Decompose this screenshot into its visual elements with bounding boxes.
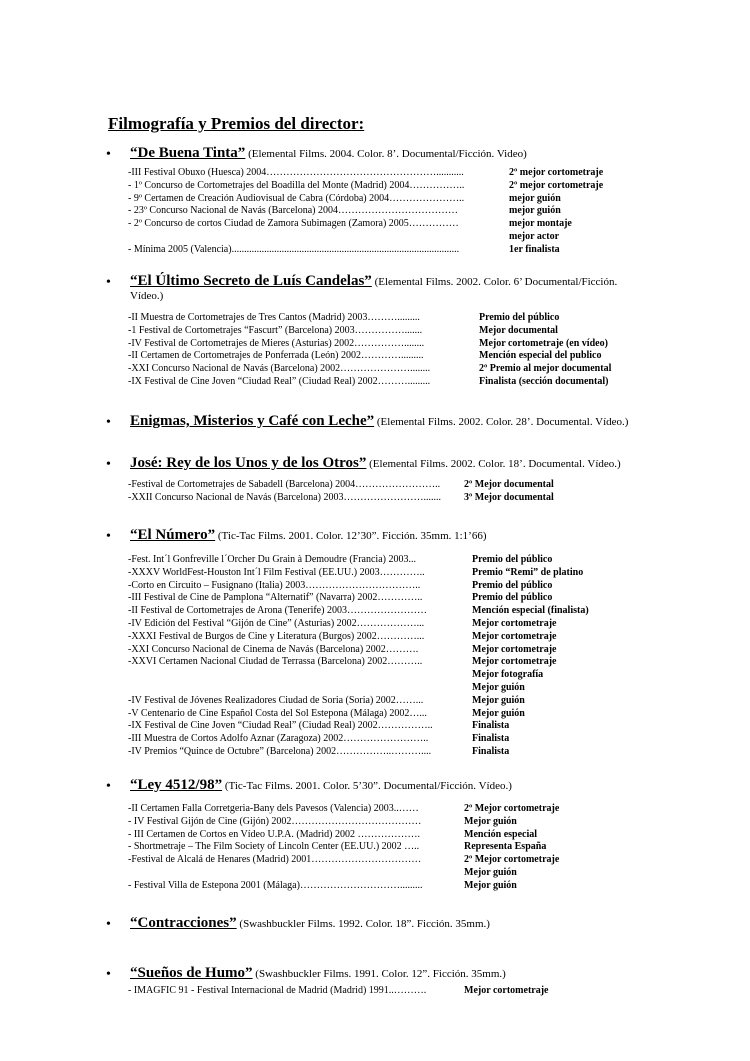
award-row bbox=[128, 879, 648, 892]
film-title: “El Último Secreto de Luís Candelas” bbox=[130, 273, 372, 289]
award-prize: Mejor guión bbox=[472, 682, 525, 693]
award-prize: Premio del público bbox=[472, 554, 553, 565]
award-prize: 2º Premio al mejor documental bbox=[479, 363, 612, 375]
page-heading: Filmografía y Premios del director: bbox=[108, 114, 365, 133]
award-prize: Mejor cortometraje bbox=[472, 643, 557, 655]
bullet-icon: • bbox=[106, 779, 111, 794]
award-prize: Premio del público bbox=[479, 312, 560, 323]
festival-name: -XXII Concurso Nacional de Navás (Barcelona) 2003……………………....... bbox=[128, 491, 441, 503]
festival-name: -XXXV WorldFest-Houston Int´l Film Festival (EE.UU.) 2003………….. bbox=[128, 566, 425, 578]
festival-name: -II Muestra de Cortometrajes de Tres Cantos (Madrid) 2003………......... bbox=[128, 312, 420, 323]
award-prize: Mejor cortometraje bbox=[472, 630, 557, 642]
award-prize: Mejor guión bbox=[472, 707, 525, 719]
festival-name: -II Certamen de Cortometrajes de Ponferrada (León) 2002…………......... bbox=[128, 350, 424, 362]
award-row bbox=[128, 719, 648, 732]
film-details: (Tic-Tac Films. 2001. Color. 5’30”. Documental/Ficción. Vídeo.) bbox=[222, 780, 512, 792]
award-prize: Mejor cortometraje bbox=[472, 618, 557, 629]
award-prize: Premio “Remi” de platino bbox=[472, 566, 584, 578]
festival-name: -Festival de Cortometrajes de Sabadell (Barcelona) 2004…………………….. bbox=[128, 479, 441, 490]
award-prize: Mejor cortometraje bbox=[464, 985, 549, 996]
award-row bbox=[128, 866, 648, 879]
award-row bbox=[128, 566, 648, 579]
award-row bbox=[128, 349, 648, 362]
festival-name: - Shortmetraje – The Film Society of Lincoln Center (EE.UU.) 2002 ….. bbox=[128, 841, 420, 853]
award-prize: Mención especial del publico bbox=[479, 350, 602, 362]
award-prize: Mejor guión bbox=[472, 694, 525, 706]
film-title: “El Número” bbox=[130, 527, 216, 543]
festival-name: -II Certamen Falla Corretgeria-Bany dels Pavesos (Valencia) 2003..…… bbox=[128, 803, 419, 814]
film-title: “Sueños de Humo” bbox=[130, 965, 253, 981]
award-prize: mejor guión bbox=[509, 192, 561, 204]
film-title: “Contracciones” bbox=[130, 915, 237, 931]
festival-name: -IX Festival de Cine Joven “Ciudad Real” (Ciudad Real) 2002………......... bbox=[128, 376, 431, 387]
award-prize: Finalista bbox=[472, 746, 510, 757]
festival-name: -III Festival Obuxo (Huesca) 2004……………………………………………........... bbox=[128, 167, 464, 178]
award-row bbox=[128, 579, 648, 592]
award-row bbox=[128, 853, 648, 866]
bullet-icon: • bbox=[106, 917, 111, 932]
award-prize: mejor guión bbox=[509, 205, 561, 217]
award-row bbox=[128, 179, 648, 192]
award-row bbox=[128, 591, 648, 604]
film-title-line bbox=[130, 528, 650, 543]
award-prize: mejor montaje bbox=[509, 218, 572, 230]
award-prize: Mejor guión bbox=[464, 879, 517, 891]
film-title-line bbox=[130, 414, 650, 429]
award-prize: Mención especial (finalista) bbox=[472, 605, 589, 617]
festival-name: -XXXI Festival de Burgos de Cine y Literatura (Burgos) 2002…………... bbox=[128, 630, 425, 642]
bullet-icon: • bbox=[106, 147, 111, 162]
award-row bbox=[128, 707, 648, 720]
award-prize: Premio del público bbox=[472, 592, 553, 604]
film-title-line bbox=[130, 966, 650, 981]
award-row bbox=[128, 802, 648, 815]
award-prize: Mejor cortometraje (en vídeo) bbox=[479, 337, 608, 349]
award-prize: Mejor guión bbox=[464, 815, 517, 827]
film-title-line bbox=[130, 274, 650, 303]
award-prize: 2º mejor cortometraje bbox=[509, 179, 604, 191]
award-row bbox=[128, 681, 648, 694]
festival-name: -1 Festival de Cortometrajes “Fascurt” (Barcelona) 2003……………....... bbox=[128, 324, 423, 336]
film-details: (Swashbuckler Films. 1991. Color. 12”. Ficción. 35mm.) bbox=[252, 968, 506, 980]
award-prize: Mejor cortometraje bbox=[472, 656, 557, 668]
festival-name: -IX Festival de Cine Joven “Ciudad Real” (Ciudad Real) 2002…………….. bbox=[128, 720, 433, 732]
film-details: (Elemental Films. 2004. Color. 8’. Documental/Ficción. Video) bbox=[245, 148, 527, 160]
award-prize: Finalista (sección documental) bbox=[479, 376, 609, 387]
award-row bbox=[128, 192, 648, 205]
festival-name: - IV Festival Gijón de Cine (Gijón) 2002………………………………… bbox=[128, 815, 422, 827]
festival-name: -III Festival de Cine de Pamplona “Alternatif” (Navarra) 2002………….. bbox=[128, 592, 423, 604]
award-row bbox=[128, 604, 648, 617]
bullet-icon: • bbox=[106, 457, 111, 472]
award-row bbox=[128, 745, 648, 758]
award-row bbox=[128, 643, 648, 656]
festival-name: -XXI Concurso Nacional de Navás (Barcelona) 2002…………………........ bbox=[128, 363, 431, 375]
award-row bbox=[128, 230, 648, 243]
festival-name: - 23º Concurso Nacional de Navás (Barcelona) 2004……………………………… bbox=[128, 205, 458, 217]
award-row bbox=[128, 815, 648, 828]
award-row bbox=[128, 311, 648, 324]
festival-name: -IV Premios “Quince de Octubre” (Barcelona) 2002……………..……….... bbox=[128, 746, 432, 757]
award-prize: Premio del público bbox=[472, 579, 553, 591]
award-prize: Mejor fotografía bbox=[472, 669, 544, 681]
award-prize: 2º Mejor cortometraje bbox=[464, 803, 560, 814]
festival-name: -V Centenario de Cine Español Costa del Sol Estepona (Málaga) 2002…... bbox=[128, 707, 427, 719]
award-row bbox=[128, 337, 648, 350]
award-row bbox=[128, 984, 648, 997]
award-row bbox=[128, 375, 648, 388]
bullet-icon: • bbox=[106, 967, 111, 982]
award-row bbox=[128, 491, 648, 504]
award-prize: Mención especial bbox=[464, 828, 538, 840]
film-title-line bbox=[130, 146, 650, 161]
festival-name: -XXVI Certamen Nacional Ciudad de Terrassa (Barcelona) 2002……….. bbox=[128, 656, 423, 668]
award-row bbox=[128, 630, 648, 643]
film-title: Enigmas, Misterios y Café con Leche” bbox=[130, 413, 375, 429]
festival-name: - IMAGFIC 91 - Festival Internacional de Madrid (Madrid) 1991..………. bbox=[128, 985, 427, 996]
bullet-icon: • bbox=[106, 275, 111, 290]
award-row bbox=[128, 668, 648, 681]
award-row bbox=[128, 217, 648, 230]
film-title: José: Rey de los Unos y de los Otros” bbox=[130, 455, 367, 471]
award-row bbox=[128, 732, 648, 745]
festival-name: - Mínima 2005 (Valencia)........................................................................................... bbox=[128, 243, 460, 255]
award-row bbox=[128, 324, 648, 337]
festival-name: - Festival Villa de Estepona 2001 (Málaga)…………………………......... bbox=[128, 879, 423, 891]
festival-name: -Festival de Alcalá de Henares (Madrid) 2001…………………………… bbox=[128, 854, 422, 866]
film-details: (Elemental Films. 2002. Color. 6’ Documental/Ficción. Vídeo.) bbox=[130, 276, 618, 302]
award-prize: Finalista bbox=[472, 733, 510, 745]
award-row bbox=[128, 166, 648, 179]
award-prize: Mejor guión bbox=[464, 867, 517, 878]
festival-name: -Fest. Int´l Gonfreville l´Orcher Du Grain à Demoudre (Francia) 2003... bbox=[128, 554, 416, 565]
award-row bbox=[128, 243, 648, 256]
film-title-line bbox=[130, 456, 650, 471]
festival-name: - 1º Concurso de Cortometrajes del Boadilla del Monte (Madrid) 2004…………….. bbox=[128, 179, 465, 191]
film-details: (Swashbuckler Films. 1992. Color. 18”. Ficción. 35mm.) bbox=[236, 918, 490, 930]
festival-name: -IV Festival de Cortometrajes de Mieres (Asturias) 2002……………........ bbox=[128, 337, 425, 349]
award-prize: Finalista bbox=[472, 720, 510, 732]
award-prize: 2º Mejor cortometraje bbox=[464, 854, 560, 866]
award-row bbox=[128, 553, 648, 566]
award-prize: Mejor documental bbox=[479, 324, 558, 336]
award-prize: 1er finalista bbox=[509, 243, 560, 255]
award-row bbox=[128, 694, 648, 707]
film-title-line bbox=[130, 778, 650, 793]
festival-name: - III Certamen de Cortos en Vídeo U.P.A. (Madrid) 2002 ………………. bbox=[128, 828, 420, 840]
award-row bbox=[128, 840, 648, 853]
festival-name: -IV Edición del Festival “Gijón de Cine” (Asturias) 2002………………... bbox=[128, 618, 425, 629]
festival-name: -Corto en Circuito – Fusignano (Italia) 2003…………………………….. bbox=[128, 579, 421, 591]
award-prize: 3º Mejor documental bbox=[464, 491, 554, 503]
award-row bbox=[128, 828, 648, 841]
film-details: (Elemental Films. 2002. Color. 18’. Documental. Vídeo.) bbox=[366, 458, 621, 470]
award-prize: mejor actor bbox=[509, 231, 560, 242]
award-row bbox=[128, 617, 648, 630]
award-row bbox=[128, 478, 648, 491]
festival-name: -IV Festival de Jóvenes Realizadores Ciudad de Soria (Soria) 2002……... bbox=[128, 694, 424, 706]
film-title: “De Buena Tinta” bbox=[130, 145, 246, 161]
festival-name: -III Muestra de Cortos Adolfo Aznar (Zaragoza) 2002…………………….. bbox=[128, 733, 429, 745]
award-prize: 2º Mejor documental bbox=[464, 479, 554, 490]
award-row bbox=[128, 204, 648, 217]
film-details: (Tic-Tac Films. 2001. Color. 12’30”. Ficción. 35mm. 1:1’66) bbox=[215, 530, 487, 542]
award-prize: Representa España bbox=[464, 841, 547, 853]
bullet-icon: • bbox=[106, 529, 111, 544]
film-title-line bbox=[130, 916, 650, 931]
festival-name: - 9º Certamen de Creación Audiovisual de Cabra (Córdoba) 2004………………….. bbox=[128, 192, 465, 204]
film-details: (Elemental Films. 2002. Color. 28’. Documental. Vídeo.) bbox=[374, 416, 629, 428]
festival-name: -II Festival de Cortometrajes de Arona (Tenerife) 2003…………………… bbox=[128, 605, 427, 617]
award-row bbox=[128, 362, 648, 375]
festival-name: -XXI Concurso Nacional de Cinema de Navás (Barcelona) 2002………. bbox=[128, 643, 419, 655]
film-title: “Ley 4512/98” bbox=[130, 777, 223, 793]
festival-name: - 2º Concurso de cortos Ciudad de Zamora Subimagen (Zamora) 2005…………… bbox=[128, 218, 459, 230]
award-prize: 2º mejor cortometraje bbox=[509, 167, 604, 178]
award-row bbox=[128, 655, 648, 668]
bullet-icon: • bbox=[106, 415, 111, 430]
